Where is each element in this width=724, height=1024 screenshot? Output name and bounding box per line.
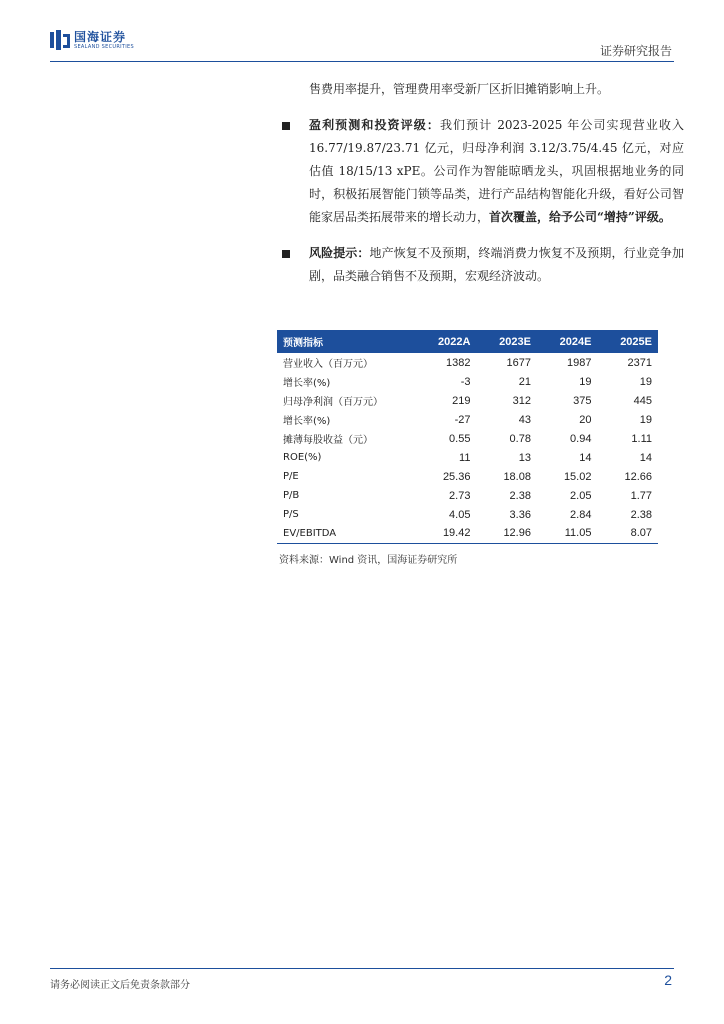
logo-mark-icon <box>50 30 70 50</box>
forecast-text: 我们预计 2023-2025 年公司实现营业收入 16.77/19.87/23.71 亿元，归母净利润 3.12/3.75/4.45 亿元，对应估值 18/15/13 xPE。公司作为智能晾晒龙头，巩固根据地业务的同时，积极拓展智能门锁等品类，进行产品结构智能化升级，看好公司智能家居品类拓展带来的增长动力， <box>309 118 684 224</box>
value-cell: 1677 <box>506 356 531 369</box>
row-label-cell: 增长率(%) <box>283 416 331 427</box>
value-cell: 14 <box>639 451 652 464</box>
value-cell: 3.36 <box>509 508 531 521</box>
value-cell: 18.08 <box>503 470 531 483</box>
risk-paragraph <box>282 242 684 288</box>
row-label-cell: 摊薄每股收益（元） <box>283 435 373 446</box>
value-cell: 43 <box>518 413 531 426</box>
table-row <box>277 448 658 467</box>
header-divider <box>50 61 674 62</box>
value-cell: 11 <box>459 451 471 464</box>
table-header-cell: 2024E <box>559 335 592 348</box>
risk-text: 地产恢复不及预期，终端消费力恢复不及预期，行业竞争加剧，品类融合销售不及预期，宏观经济波动。 <box>309 246 684 283</box>
value-cell: 1987 <box>566 356 592 369</box>
table-header-cell: 预测指标 <box>283 338 323 349</box>
bullet-icon <box>282 122 290 130</box>
row-label-cell: ROE(%) <box>283 452 322 463</box>
value-cell: 12.66 <box>624 470 652 483</box>
table-row <box>277 391 658 410</box>
bullet-icon <box>282 250 290 258</box>
value-cell: 13 <box>518 451 531 464</box>
row-label-cell: 增长率(%) <box>283 378 331 389</box>
table-header-cell: 2025E <box>620 335 652 348</box>
value-cell: 15.02 <box>563 470 592 483</box>
forecast-table <box>277 330 658 544</box>
row-label-cell: P/E <box>283 471 299 482</box>
main-content <box>282 78 684 288</box>
table-row <box>277 429 658 448</box>
forecast-label: 盈利预测和投资评级： <box>309 118 440 132</box>
value-cell: 12.96 <box>476 524 537 543</box>
table-row <box>277 467 658 486</box>
forecast-table-section <box>277 330 658 566</box>
value-cell: 445 <box>633 394 652 407</box>
value-cell: -27 <box>454 413 471 426</box>
page-number: 2 <box>664 972 672 988</box>
value-cell: 19 <box>639 413 652 426</box>
value-cell: 2371 <box>627 356 652 369</box>
value-cell: 2.38 <box>630 508 652 521</box>
value-cell: 1.77 <box>630 489 652 502</box>
report-type-title: 证券研究报告 <box>599 44 672 58</box>
table-header-row <box>277 330 658 353</box>
table-header-cell: 2022A <box>438 335 471 348</box>
table-header-cell: 2023E <box>499 335 531 348</box>
value-cell: 2.05 <box>570 489 592 502</box>
footer-disclaimer: 请务必阅读正文后免责条款部分 <box>50 980 190 991</box>
value-cell: 219 <box>452 394 471 407</box>
row-label-cell: 归母净利润（百万元） <box>283 397 383 408</box>
value-cell: 2.73 <box>449 489 471 502</box>
page-footer <box>50 968 674 991</box>
row-label-cell: P/S <box>283 509 299 520</box>
table-row <box>277 410 658 429</box>
table-row <box>277 486 658 505</box>
value-cell: 25.36 <box>442 470 471 483</box>
logo-name-cn: 国海证券 <box>74 29 127 44</box>
footer-divider <box>50 968 674 969</box>
row-label-cell: EV/EBITDA <box>277 524 415 543</box>
logo-name-en: SEALAND SECURITIES <box>74 43 134 50</box>
value-cell: 21 <box>518 375 531 388</box>
intro-paragraph <box>282 78 684 101</box>
table-row <box>277 353 658 372</box>
rating-emphasis: 首次覆盖，给予公司“增持”评级。 <box>489 210 671 224</box>
risk-label: 风险提示： <box>309 246 370 260</box>
table-source-note: 资料来源：Wind 资讯，国海证券研究所 <box>279 554 458 566</box>
value-cell: 1.11 <box>631 432 652 445</box>
value-cell: 8.07 <box>597 524 658 543</box>
value-cell: 19 <box>579 375 592 388</box>
value-cell: 2.38 <box>509 489 531 502</box>
row-label-cell: 营业收入（百万元） <box>283 359 373 370</box>
value-cell: 0.55 <box>449 432 471 445</box>
table-row <box>277 372 658 391</box>
value-cell: 1382 <box>445 356 471 369</box>
value-cell: 312 <box>512 394 531 407</box>
value-cell: 0.78 <box>509 432 531 445</box>
value-cell: 4.05 <box>449 508 471 521</box>
value-cell: 0.94 <box>570 432 592 445</box>
value-cell: 14 <box>579 451 592 464</box>
table-row <box>277 505 658 524</box>
row-label-cell: P/B <box>283 490 300 501</box>
page-header <box>50 26 674 60</box>
table-row <box>277 524 658 543</box>
value-cell: 375 <box>573 394 592 407</box>
value-cell: 2.84 <box>570 508 592 521</box>
value-cell: 19 <box>639 375 652 388</box>
value-cell: 19.42 <box>415 524 476 543</box>
intro-text: 售费用率提升，管理费用率受新厂区折旧摊销影响上升。 <box>309 82 610 96</box>
value-cell: 11.05 <box>537 524 598 543</box>
value-cell: -3 <box>460 375 471 388</box>
company-logo <box>50 30 134 50</box>
value-cell: 20 <box>579 413 592 426</box>
forecast-paragraph <box>282 114 684 229</box>
